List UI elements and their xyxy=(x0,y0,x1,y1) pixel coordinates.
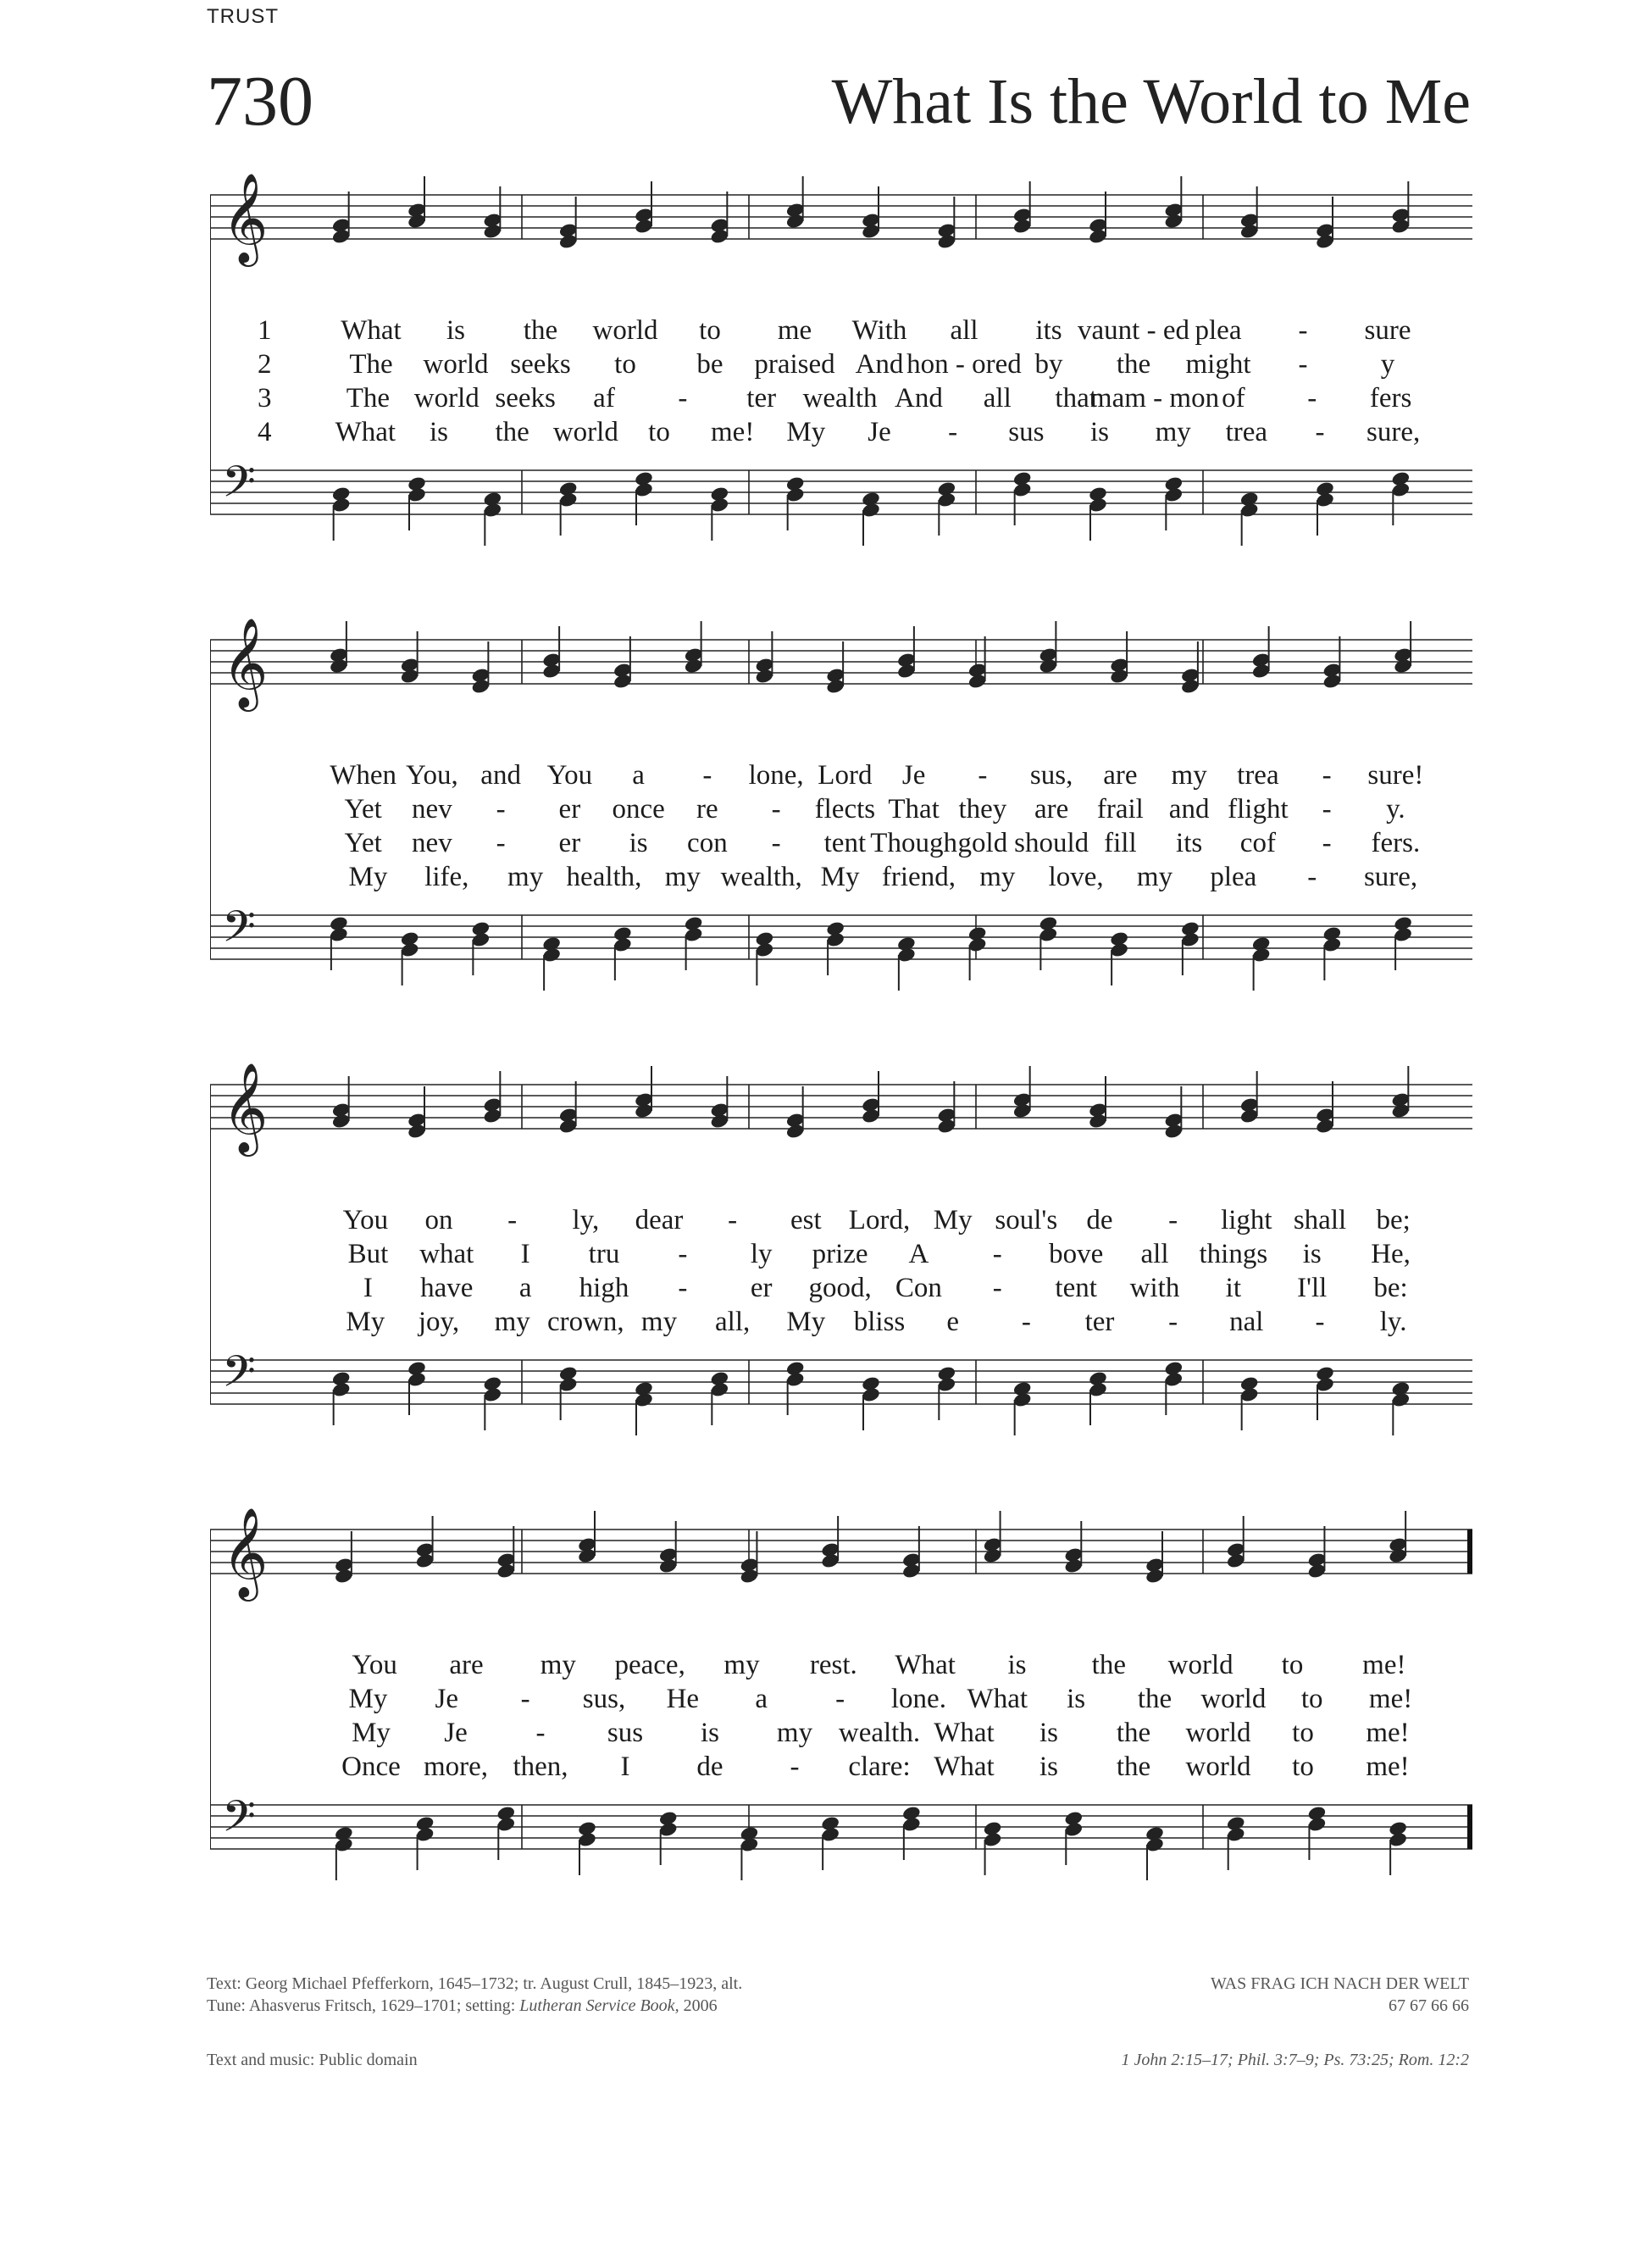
lyric-syllable: flects xyxy=(814,794,876,824)
lyric-syllable: That xyxy=(888,794,940,824)
lyric-syllable: things xyxy=(1199,1239,1268,1269)
lyric-syllable: all xyxy=(950,315,978,346)
lyric-syllable: What xyxy=(934,1752,995,1782)
lyric-syllable: gold xyxy=(957,828,1008,858)
lyric-syllable: You xyxy=(352,1650,397,1680)
lyric-syllable: Though xyxy=(870,828,957,858)
lyric-syllable: are xyxy=(449,1650,484,1680)
lyric-syllable: - xyxy=(1168,1205,1178,1235)
lyric-syllable: my xyxy=(540,1650,576,1680)
lyric-syllable: - xyxy=(496,828,506,858)
lyric-syllable: is xyxy=(700,1718,720,1748)
tune-credit-prefix: Tune: Ahasverus Fritsch, 1629–1701; setting: xyxy=(207,1996,520,2015)
bass-staff xyxy=(210,1805,1472,1849)
lyric-syllable: have xyxy=(420,1273,474,1303)
lyric-syllable: bove xyxy=(1049,1239,1104,1269)
lyric-syllable: me! xyxy=(1366,1752,1410,1782)
lyric-syllable: my xyxy=(640,1307,678,1337)
lyric-syllable: the xyxy=(1116,1718,1151,1748)
meter: 67 67 66 66 xyxy=(1389,1996,1469,2015)
verse-line xyxy=(210,826,1472,860)
lyric-syllable: sus, xyxy=(582,1684,626,1714)
lyric-syllable: love, xyxy=(1048,862,1104,892)
verse-number: 4 xyxy=(258,417,272,447)
lyric-syllable: e xyxy=(946,1307,959,1337)
lyric-syllable: - xyxy=(496,794,506,824)
verse-line xyxy=(210,1716,1472,1750)
lyric-syllable: A xyxy=(908,1239,929,1269)
lyric-syllable: world xyxy=(423,349,489,380)
lyric-syllable: high xyxy=(579,1273,629,1303)
lyric-syllable: - xyxy=(507,1205,518,1235)
lyric-syllable: I xyxy=(520,1239,530,1269)
lyric-syllable: of xyxy=(1222,383,1245,414)
lyric-syllable: its xyxy=(1176,828,1203,858)
verse-line xyxy=(210,860,1472,894)
lyric-syllable: they xyxy=(958,794,1007,824)
lyric-syllable: is xyxy=(446,315,466,346)
lyric-syllable: might xyxy=(1185,349,1251,380)
lyric-syllable: shall xyxy=(1293,1205,1347,1235)
hymn-title: What Is the World to Me xyxy=(831,66,1471,137)
lyric-syllable: ly. xyxy=(1379,1307,1407,1337)
lyric-syllable: fill xyxy=(1104,828,1137,858)
lyric-syllable: wealth. xyxy=(838,1718,921,1748)
lyric-syllable: with xyxy=(1129,1273,1180,1303)
lyric-syllable: sus xyxy=(1008,417,1045,447)
lyric-syllable: nev xyxy=(412,794,452,824)
lyric-syllable: What xyxy=(967,1684,1028,1714)
lyric-syllable: to xyxy=(614,349,636,380)
lyric-syllable: are xyxy=(1034,794,1069,824)
lyric-syllable: are xyxy=(1103,760,1138,791)
text-credit: Text: Georg Michael Pfefferkorn, 1645–1732; tr. August Crull, 1845–1923, alt. xyxy=(207,1974,743,1993)
lyric-syllable: Once xyxy=(341,1752,401,1782)
lyric-syllable: the xyxy=(1116,349,1151,380)
lyric-syllable: world xyxy=(1185,1752,1251,1782)
verse-line xyxy=(210,381,1472,415)
lyric-syllable: af xyxy=(593,383,615,414)
lyric-syllable: - xyxy=(1298,315,1308,346)
bass-clef-icon: 𝄢 xyxy=(222,1346,256,1407)
lyric-syllable: er xyxy=(558,794,581,824)
verse-number: 1 xyxy=(258,315,272,346)
lyric-syllable: cof xyxy=(1239,828,1276,858)
bass-clef-icon: 𝄢 xyxy=(222,1790,256,1852)
lyric-syllable: y. xyxy=(1386,794,1405,824)
lyric-syllable: And xyxy=(855,349,904,380)
lyric-syllable: - xyxy=(771,794,781,824)
lyric-syllable: fers. xyxy=(1371,828,1421,858)
lyric-syllable: good, xyxy=(808,1273,872,1303)
lyric-syllable: then, xyxy=(513,1752,568,1782)
lyric-syllable: plea xyxy=(1195,315,1242,346)
lyric-syllable: light xyxy=(1221,1205,1272,1235)
lyric-syllable: trea xyxy=(1225,417,1268,447)
tune-credit xyxy=(207,1996,718,2016)
verse-number: 3 xyxy=(258,383,272,414)
lyric-syllable: peace, xyxy=(614,1650,685,1680)
lyric-syllable: wealth, xyxy=(720,862,802,892)
lyric-syllable: My xyxy=(348,862,388,892)
lyric-syllable: - xyxy=(520,1684,530,1714)
lyric-syllable: - xyxy=(678,1273,688,1303)
lyric-syllable: y xyxy=(1380,349,1395,380)
lyric-syllable: seeks xyxy=(510,349,571,380)
verse-line xyxy=(210,314,1472,347)
lyric-syllable: lone. xyxy=(890,1684,946,1714)
lyric-syllable: And xyxy=(895,383,943,414)
lyric-syllable: re xyxy=(696,794,718,824)
verse-line xyxy=(210,347,1472,381)
lyric-syllable: Je xyxy=(868,417,891,447)
lyric-syllable: With xyxy=(851,315,907,346)
lyric-syllable: - xyxy=(835,1684,845,1714)
lyric-syllable: is xyxy=(1039,1718,1059,1748)
lyric-syllable: the xyxy=(495,417,529,447)
lyric-syllable: to xyxy=(699,315,721,346)
lyric-syllable: wealth xyxy=(802,383,878,414)
verse-line xyxy=(210,1750,1472,1784)
lyric-syllable: tent xyxy=(1055,1273,1097,1303)
lyric-syllable: my xyxy=(723,1650,760,1680)
lyric-syllable: - xyxy=(992,1273,1002,1303)
lyric-syllable: to xyxy=(1281,1650,1304,1680)
lyric-syllable: world xyxy=(552,417,618,447)
lyric-syllable: me! xyxy=(1362,1650,1406,1680)
lyric-syllable: clare: xyxy=(848,1752,911,1782)
lyric-syllable: He, xyxy=(1371,1239,1411,1269)
lyric-syllable: my xyxy=(494,1307,530,1337)
scripture-references: 1 John 2:15–17; Phil. 3:7–9; Ps. 73:25; Rom. 12:2 xyxy=(1121,2051,1469,2069)
lyric-syllable: - xyxy=(1315,417,1325,447)
lyric-syllable: the xyxy=(523,315,558,346)
lyric-syllable: fers xyxy=(1369,383,1412,414)
lyric-syllable: I xyxy=(363,1273,373,1303)
lyric-syllable: is xyxy=(1007,1650,1027,1680)
lyric-syllable: - xyxy=(992,1239,1002,1269)
lyric-syllable: be: xyxy=(1373,1273,1408,1303)
lyric-syllable: tru xyxy=(588,1239,620,1269)
verse-line xyxy=(210,1203,1472,1237)
bass-clef-icon: 𝄢 xyxy=(222,456,256,518)
lyric-syllable: - xyxy=(948,417,958,447)
lyric-syllable: - xyxy=(678,1239,688,1269)
lyric-syllable: me! xyxy=(711,417,755,447)
lyric-syllable: is xyxy=(1302,1239,1322,1269)
lyric-syllable: Yet xyxy=(344,828,382,858)
lyric-syllable: plea xyxy=(1210,862,1257,892)
lyric-syllable: hon - ored xyxy=(906,349,1022,380)
lyric-syllable: - xyxy=(790,1752,800,1782)
lyric-syllable: my xyxy=(1171,760,1207,791)
lyric-syllable: ly, xyxy=(572,1205,600,1235)
lyric-syllable: mam - mon xyxy=(1089,383,1220,414)
lyric-syllable: Con xyxy=(895,1273,942,1303)
lyric-syllable: - xyxy=(1322,760,1332,791)
lyric-syllable: life, xyxy=(424,862,469,892)
verse-line xyxy=(210,792,1472,826)
treble-clef-icon: 𝄞 xyxy=(222,172,269,263)
lyric-syllable: is xyxy=(1039,1752,1059,1782)
lyric-syllable: Lord xyxy=(818,760,873,791)
lyric-syllable: What xyxy=(341,315,402,346)
lyric-syllable: vaunt - ed xyxy=(1078,315,1189,346)
lyric-syllable: - xyxy=(771,828,781,858)
tune-name: WAS FRAG ICH NACH DER WELT xyxy=(1210,1974,1469,1993)
lyric-syllable: You, xyxy=(405,760,458,791)
lyric-syllable: sure, xyxy=(1363,862,1418,892)
bass-clef-icon: 𝄢 xyxy=(222,901,256,963)
lyric-syllable: soul's xyxy=(995,1205,1058,1235)
lyric-syllable: and xyxy=(1168,794,1210,824)
lyric-syllable: seeks xyxy=(495,383,556,414)
lyric-syllable: and xyxy=(480,760,521,791)
lyric-syllable: is xyxy=(629,828,648,858)
lyric-syllable: all, xyxy=(715,1307,751,1337)
treble-staff xyxy=(210,1085,1472,1129)
verse-line xyxy=(210,1271,1472,1305)
lyric-syllable: nev xyxy=(412,828,452,858)
lyric-syllable: My xyxy=(348,1684,388,1714)
lyric-syllable: my xyxy=(1136,862,1173,892)
lyric-syllable: ly xyxy=(750,1239,773,1269)
lyric-syllable: is xyxy=(429,417,449,447)
bass-staff xyxy=(210,470,1472,514)
lyric-syllable: what xyxy=(419,1239,474,1269)
lyric-syllable: on xyxy=(424,1205,453,1235)
lyric-syllable: lone, xyxy=(748,760,804,791)
lyric-syllable: - xyxy=(702,760,712,791)
lyric-syllable: What xyxy=(934,1718,995,1748)
lyric-syllable: me! xyxy=(1368,1684,1413,1714)
lyric-syllable: sure xyxy=(1364,315,1411,346)
lyric-syllable: de xyxy=(696,1752,723,1782)
lyric-syllable: You xyxy=(342,1205,389,1235)
lyric-syllable: er xyxy=(750,1273,773,1303)
lyric-syllable: My xyxy=(820,862,860,892)
lyric-syllable: - xyxy=(535,1718,546,1748)
lyric-syllable: But xyxy=(347,1239,389,1269)
lyric-syllable: de xyxy=(1086,1205,1113,1235)
lyric-syllable: dear xyxy=(635,1205,684,1235)
lyric-syllable: it xyxy=(1225,1273,1242,1303)
lyric-syllable: My xyxy=(352,1718,391,1748)
lyric-syllable: the xyxy=(1137,1684,1172,1714)
lyric-syllable: a xyxy=(518,1273,532,1303)
lyric-syllable: world xyxy=(1200,1684,1267,1714)
verse-line xyxy=(210,1682,1472,1716)
treble-staff xyxy=(210,195,1472,239)
lyric-syllable: once xyxy=(612,794,665,824)
lyric-syllable: nal xyxy=(1229,1307,1264,1337)
lyric-syllable: - xyxy=(1307,862,1317,892)
hymn-number: 730 xyxy=(207,62,313,141)
lyric-syllable: Yet xyxy=(344,794,382,824)
lyric-syllable: - xyxy=(678,383,688,414)
lyric-syllable: Je xyxy=(444,1718,468,1748)
lyric-syllable: You xyxy=(546,760,593,791)
lyric-syllable: all xyxy=(983,383,1012,414)
lyric-syllable: world xyxy=(592,315,658,346)
lyric-syllable: - xyxy=(1168,1307,1178,1337)
lyric-syllable: to xyxy=(1292,1752,1314,1782)
lyric-syllable: to xyxy=(1292,1718,1314,1748)
verse-line xyxy=(210,1305,1472,1339)
lyric-syllable: He xyxy=(666,1684,700,1714)
lyric-syllable: a xyxy=(755,1684,768,1714)
hymn-category: TRUST xyxy=(207,5,279,28)
tune-credit-year: 2006 xyxy=(679,1996,718,2015)
lyric-syllable: sure, xyxy=(1367,417,1421,447)
lyric-syllable: health, xyxy=(566,862,642,892)
lyric-syllable: ter xyxy=(1084,1307,1115,1337)
lyric-syllable: - xyxy=(728,1205,738,1235)
lyric-syllable: my xyxy=(979,862,1016,892)
verse-line xyxy=(210,1237,1472,1271)
lyric-syllable: sus xyxy=(607,1718,644,1748)
lyric-syllable: flight xyxy=(1228,794,1289,824)
bass-staff xyxy=(210,1360,1472,1404)
lyric-syllable: is xyxy=(1089,417,1110,447)
lyric-syllable: world xyxy=(413,383,480,414)
lyric-syllable: rest. xyxy=(809,1650,857,1680)
lyric-syllable: joy, xyxy=(418,1307,460,1337)
lyric-syllable: more, xyxy=(423,1752,489,1782)
treble-clef-icon: 𝄞 xyxy=(222,1507,269,1597)
lyric-syllable: prize xyxy=(812,1239,868,1269)
lyric-syllable: What xyxy=(895,1650,956,1680)
lyric-syllable: - xyxy=(1315,1307,1325,1337)
lyric-syllable: my xyxy=(1155,417,1191,447)
treble-clef-icon: 𝄞 xyxy=(222,1062,269,1152)
treble-clef-icon: 𝄞 xyxy=(222,617,269,708)
lyric-syllable: by xyxy=(1034,349,1063,380)
lyric-syllable: all xyxy=(1140,1239,1169,1269)
verse-line xyxy=(210,1648,1472,1682)
lyric-syllable: er xyxy=(558,828,581,858)
lyric-syllable: The xyxy=(346,383,391,414)
lyric-syllable: - xyxy=(1307,383,1317,414)
lyric-syllable: crown, xyxy=(546,1307,624,1337)
lyric-syllable: a xyxy=(632,760,645,791)
treble-staff xyxy=(210,1530,1472,1574)
tune-credit-source: Lutheran Service Book, xyxy=(519,1996,679,2015)
lyric-syllable: is xyxy=(1067,1684,1086,1714)
lyric-syllable: ter xyxy=(746,383,777,414)
lyric-syllable: - xyxy=(978,760,988,791)
lyric-syllable: bliss xyxy=(853,1307,906,1337)
lyric-syllable: its xyxy=(1035,315,1062,346)
lyric-syllable: sure! xyxy=(1367,760,1424,791)
verse-line xyxy=(210,758,1472,792)
lyric-syllable: My xyxy=(786,1307,826,1337)
lyric-syllable: Je xyxy=(435,1684,459,1714)
lyric-syllable: My xyxy=(933,1205,973,1235)
lyric-syllable: - xyxy=(1021,1307,1031,1337)
lyric-syllable: - xyxy=(1322,828,1332,858)
verse-number: 2 xyxy=(258,349,272,380)
lyric-syllable: to xyxy=(648,417,670,447)
lyric-syllable: I xyxy=(620,1752,630,1782)
copyright: Text and music: Public domain xyxy=(207,2051,418,2069)
lyric-syllable: should xyxy=(1014,828,1089,858)
lyric-syllable: the xyxy=(1116,1752,1151,1782)
lyric-syllable: be xyxy=(696,349,723,380)
lyric-syllable: praised xyxy=(754,349,835,380)
lyric-syllable: Lord, xyxy=(848,1205,911,1235)
lyric-syllable: When xyxy=(330,760,397,791)
lyric-syllable: my xyxy=(507,862,544,892)
lyric-syllable: - xyxy=(1298,349,1308,380)
lyric-syllable: trea xyxy=(1237,760,1279,791)
lyric-syllable: frail xyxy=(1096,794,1144,824)
lyric-syllable: con xyxy=(687,828,728,858)
lyric-syllable: What xyxy=(335,417,396,447)
lyric-syllable: tent xyxy=(823,828,867,858)
lyric-syllable: Je xyxy=(901,760,926,791)
lyric-syllable: that xyxy=(1055,383,1097,414)
lyric-syllable: be; xyxy=(1376,1205,1411,1235)
lyric-syllable: me xyxy=(777,315,812,346)
lyric-syllable: my xyxy=(776,1718,813,1748)
lyric-syllable: The xyxy=(349,349,393,380)
lyric-syllable: to xyxy=(1300,1684,1323,1714)
lyric-syllable: est xyxy=(790,1205,822,1235)
lyric-syllable: world xyxy=(1167,1650,1233,1680)
lyric-syllable: - xyxy=(1322,794,1332,824)
lyric-syllable: My xyxy=(346,1307,385,1337)
lyric-syllable: sus, xyxy=(1029,760,1073,791)
lyric-syllable: friend, xyxy=(881,862,956,892)
lyric-syllable: the xyxy=(1091,1650,1126,1680)
verse-line xyxy=(210,415,1472,449)
lyric-syllable: I'll xyxy=(1297,1273,1328,1303)
lyric-syllable: world xyxy=(1185,1718,1251,1748)
lyric-syllable: me! xyxy=(1366,1718,1410,1748)
lyric-syllable: my xyxy=(664,862,701,892)
lyric-syllable: My xyxy=(786,417,826,447)
